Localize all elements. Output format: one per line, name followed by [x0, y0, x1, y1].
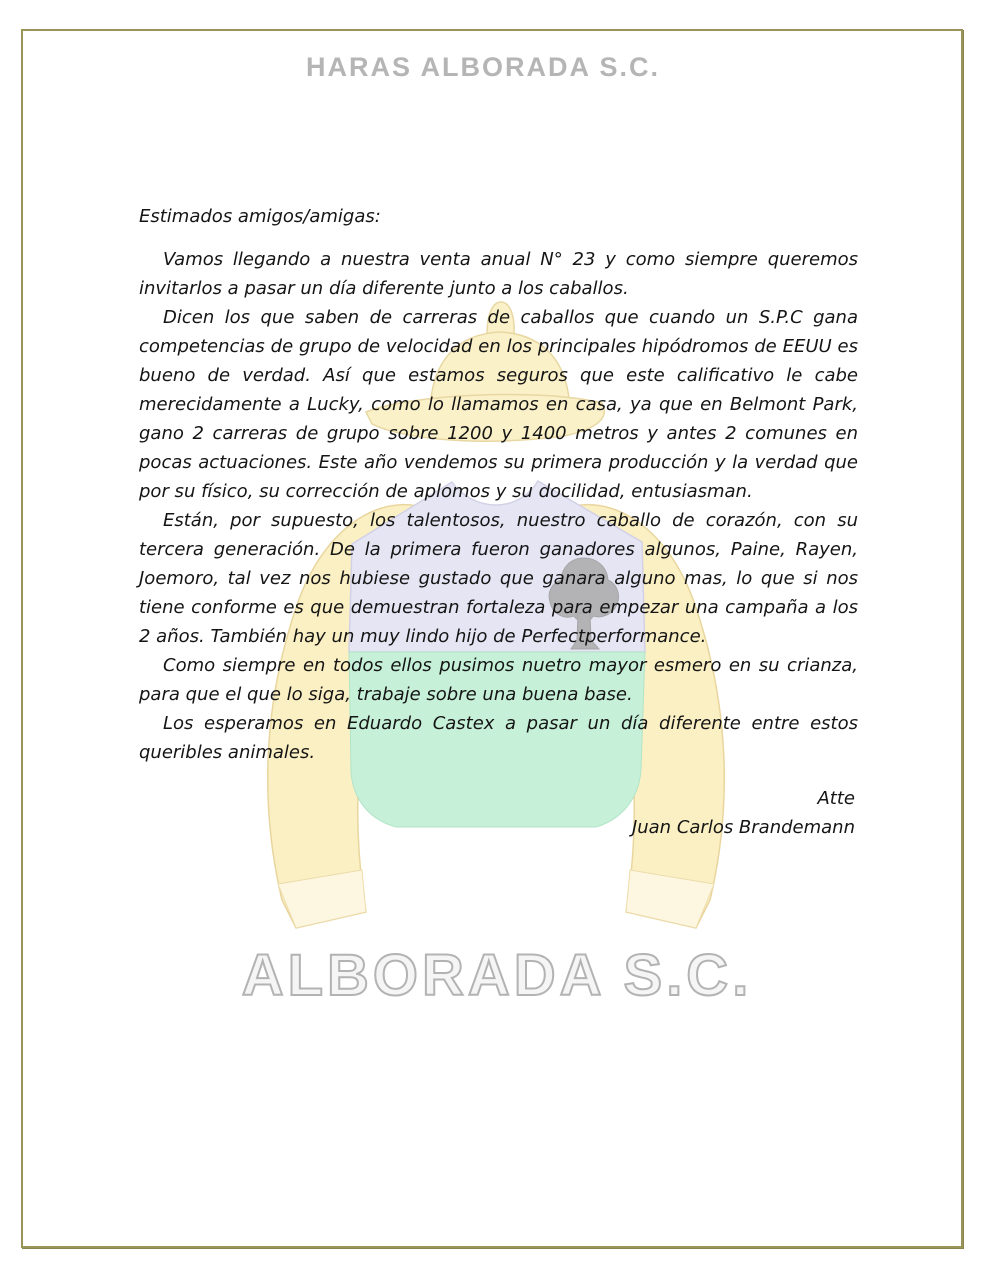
salutation: Estimados amigos/amigas:	[139, 206, 381, 227]
paragraph-5: Los esperamos en Eduardo Castex a pasar un día diferente entre estos queribles animales.	[139, 713, 858, 763]
page-title: HARAS ALBORADA S.C.	[306, 52, 660, 82]
paragraph-1: Vamos llegando a nuestra venta anual N° 23 y como siempre queremos invitarlos a pasar un día diferente junto a los caballos.	[139, 249, 858, 299]
alborada-watermark-text: ALBORADA S.C.	[241, 943, 753, 1008]
paragraph-4: Como siempre en todos ellos pusimos nuetro mayor esmero en su crianza, para que el que lo siga, trabaje sobre una buena base.	[139, 655, 858, 705]
paragraph-2: Dicen los que saben de carreras de caballos que cuando un S.P.C gana competencias de grupo de velocidad en los principales hipódromos de EEUU es bueno de verdad. Así que estamos seguros que este calificativo le cabe merecidamente a Lucky, como lo llamamos en casa, ya que en Belmont Park, gano 2 carreras de grupo sobre 1200 y 1400 metros y antes 2 comunes en pocas actuaciones. Este año vendemos su primera producción y la verdad que por su físico, su corrección de aplomos y su docilidad, entusiasman.	[139, 307, 858, 502]
paragraph-3: Están, por supuesto, los talentosos, nuestro caballo de corazón, con su tercera generación. De la primera fueron ganadores algunos, Paine, Rayen, Joemoro, tal vez nos hubiese gustado que ganara alguno mas, lo que si nos tiene conforme es que demuestran fortaleza para empezar una campaña a los 2 años. También hay un muy lindo hijo de Perfectperformance.	[139, 510, 858, 647]
signature-name: Juan Carlos Brandemann	[631, 817, 855, 838]
closing-line: Atte	[817, 788, 855, 809]
signature-block	[139, 784, 858, 842]
letter-body	[139, 202, 858, 842]
alborada-watermark	[0, 915, 990, 1025]
